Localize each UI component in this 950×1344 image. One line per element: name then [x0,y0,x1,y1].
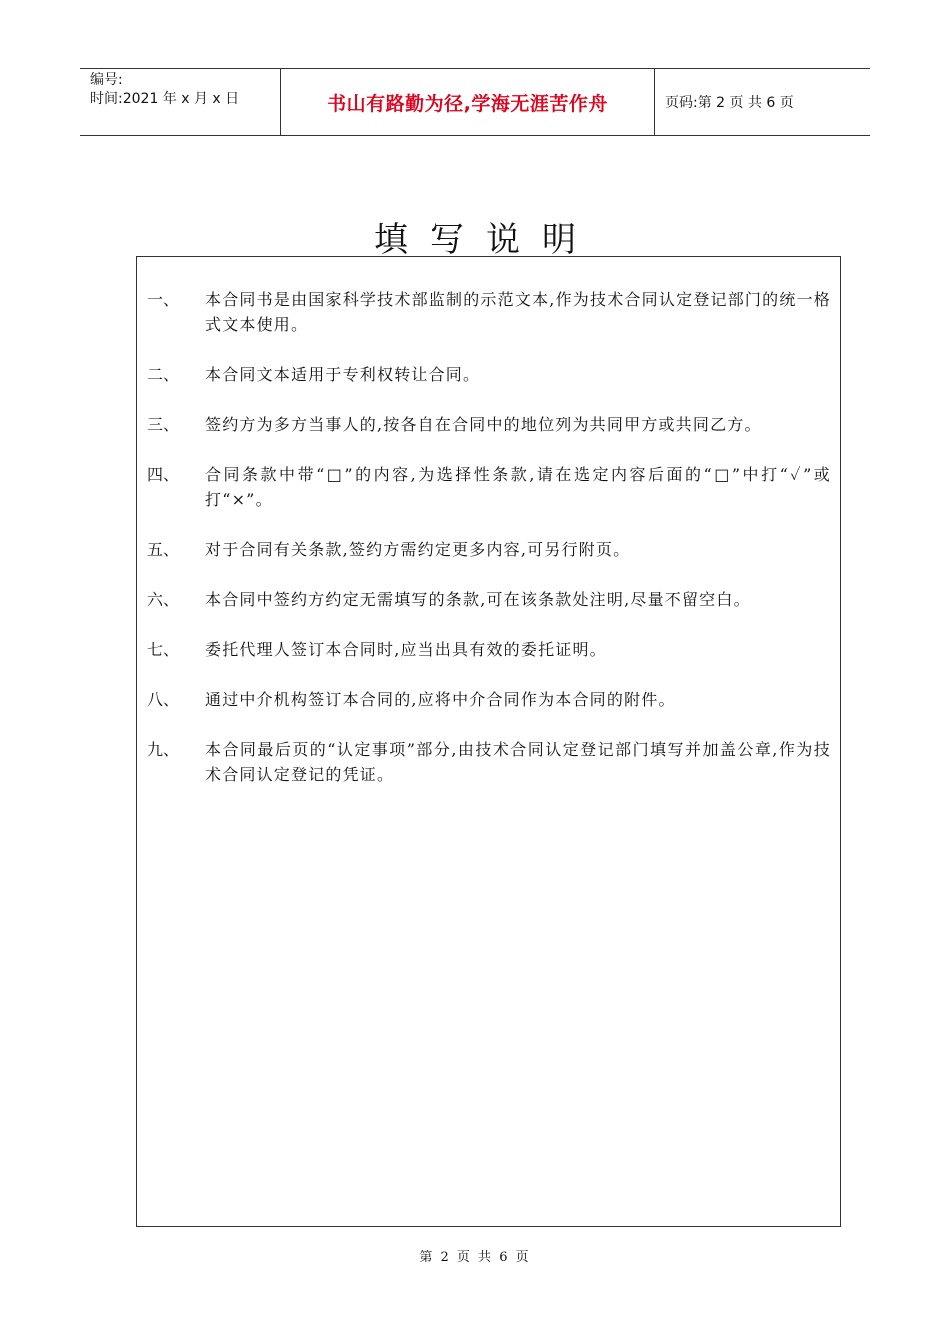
instruction-number: 三、 [147,415,180,434]
instruction-text: 本合同文本适用于专利权转让合同。 [205,365,481,384]
instruction-item [147,587,831,612]
instruction-text: 本合同书是由国家科学技术部监制的示范文本,作为技术合同认定登记部门的统一格式文本使用。 [205,290,831,334]
instruction-text: 签约方为多方当事人的,按各自在合同中的地位列为共同甲方或共同乙方。 [205,415,762,434]
page-info-text: 页码:第 2 页 共 6 页 [665,95,794,111]
number-label: 编号: [90,72,123,88]
instruction-number: 二、 [147,365,180,384]
instruction-number: 六、 [147,590,180,609]
instruction-number: 八、 [147,690,180,709]
instruction-text: 通过中介机构签订本合同的,应将中介合同作为本合同的附件。 [205,690,676,709]
instruction-item [147,687,831,712]
instructions-frame [136,256,841,1227]
instructions-list [147,287,831,812]
instruction-text: 本合同中签约方约定无需填写的条款,可在该条款处注明,尽量不留空白。 [205,590,751,609]
instruction-number: 四、 [147,465,180,484]
page-title: 填写说明 [374,220,598,260]
instruction-item [147,462,831,512]
page-footer: 第 2 页 共 6 页 [419,1250,531,1265]
instruction-text: 合同条款中带“□”的内容,为选择性条款,请在选定内容后面的“□”中打“✓”或打“×”。 [205,465,831,509]
instruction-item [147,637,831,662]
instruction-text: 本合同最后页的“认定事项”部分,由技术合同认定登记部门填写并加盖公章,作为技术合同认定登记的凭证。 [205,740,831,784]
instruction-number: 一、 [147,290,180,309]
instruction-text: 委托代理人签订本合同时,应当出具有效的委托证明。 [205,640,607,659]
instruction-item [147,362,831,387]
instruction-item [147,537,831,562]
instruction-item [147,737,831,787]
time-label: 时间:2021 年 x 月 x 日 [90,91,240,107]
instruction-item [147,412,831,437]
instruction-number: 九、 [147,740,180,759]
page-header [80,68,870,136]
header-page-info [655,69,870,135]
motto-text: 书山有路勤为径,学海无涯苦作舟 [327,92,608,115]
header-motto-cell [281,69,655,135]
header-info [80,69,281,135]
instruction-number: 五、 [147,540,180,559]
instruction-item [147,287,831,337]
instruction-number: 七、 [147,640,180,659]
instruction-text: 对于合同有关条款,签约方需约定更多内容,可另行附页。 [205,540,631,559]
